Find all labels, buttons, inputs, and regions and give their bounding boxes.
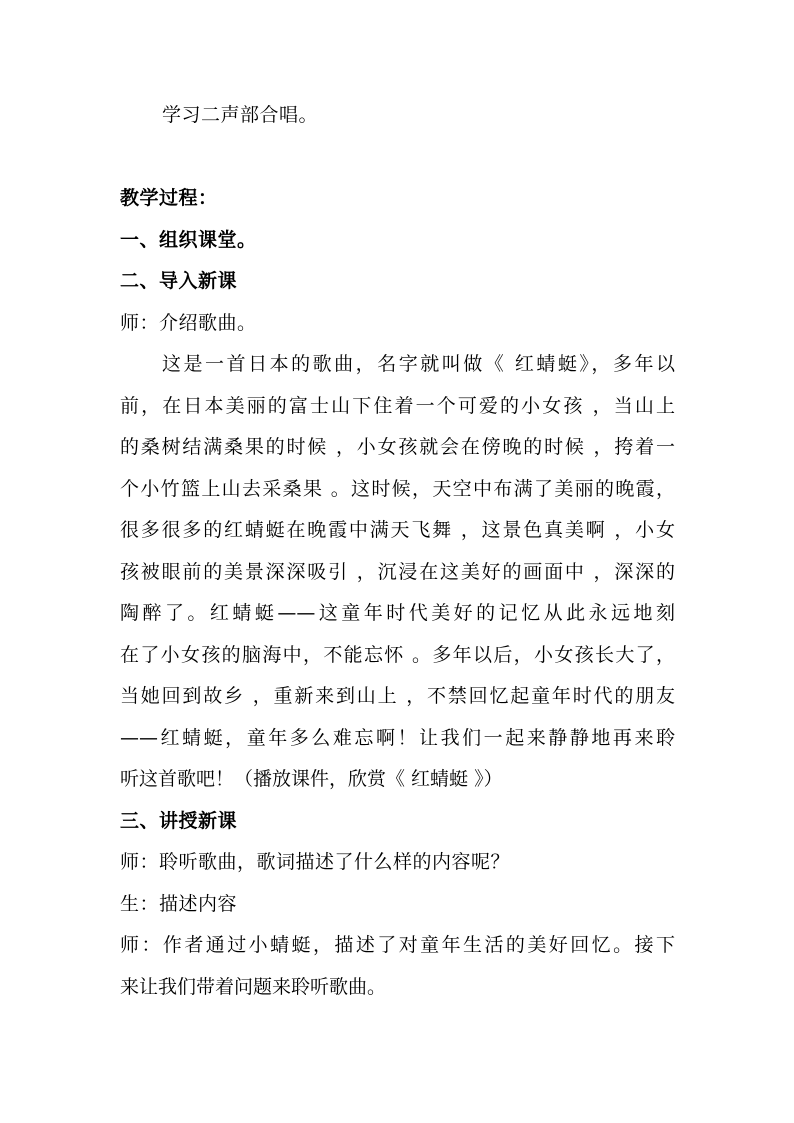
step-teach-new-lesson: 三、讲授新课 <box>120 809 238 832</box>
process-heading: 教学过程： <box>120 187 218 209</box>
student-answer: 生：描述内容 <box>120 892 238 915</box>
teacher-question: 师：聆听歌曲，歌词描述了什么样的内容呢？ <box>120 851 511 873</box>
objective-text: 学习二声部合唱。 <box>162 104 319 126</box>
lesson-plan-body <box>120 95 675 1008</box>
story-line: 的桑树结满桑果的时候 ，小女孩就会在傍晚的时候 ，挎着一 <box>120 436 675 458</box>
story-line: 陶醉了。红蜻蜓——这童年时代美好的记忆从此永远地刻 <box>120 602 675 624</box>
blank-line <box>120 137 675 179</box>
story-line: 孩被眼前的美景深深吸引 ，沉浸在这美好的画面中 ，深深的 <box>120 560 675 583</box>
story-line: ——红蜻蜓，童年多么难忘啊！让我们一起来静静地再来聆 <box>120 726 675 749</box>
step-organize-class: 一、组织课堂。 <box>120 228 257 251</box>
story-line: 这是一首日本的歌曲，名字就叫做《 红蜻蜓》，多年以 <box>162 353 675 375</box>
teacher-summary-paragraph <box>120 925 675 1008</box>
teacher-intro: 师：介绍歌曲。 <box>120 311 257 334</box>
step-introduce-lesson: 二、导入新课 <box>120 270 238 292</box>
story-line: 听这首歌吧！（播放课件，欣赏《 红蜻蜓 》） <box>120 768 503 790</box>
story-line: 前，在日本美丽的富士山下住着一个可爱的小女孩 ，当山上 <box>120 394 675 417</box>
story-line: 很多很多的红蜻蜓在晚霞中满天飞舞 ，这景色真美啊 ，小女 <box>120 519 675 541</box>
story-line: 个小竹篮上山去采桑果 。这时候，天空中布满了美丽的晚霞， <box>120 477 675 500</box>
story-line: 当她回到故乡 ，重新来到山上 ，不禁回忆起童年时代的朋友 <box>120 685 675 707</box>
story-line: 在了小女孩的脑海中，不能忘怀 。多年以后，小女孩长大了， <box>120 643 675 666</box>
story-paragraph <box>120 344 675 801</box>
summary-line: 师：作者通过小蜻蜓，描述了对童年生活的美好回忆。接下 <box>120 934 675 956</box>
summary-line: 来让我们带着问题来聆听歌曲。 <box>120 975 387 998</box>
